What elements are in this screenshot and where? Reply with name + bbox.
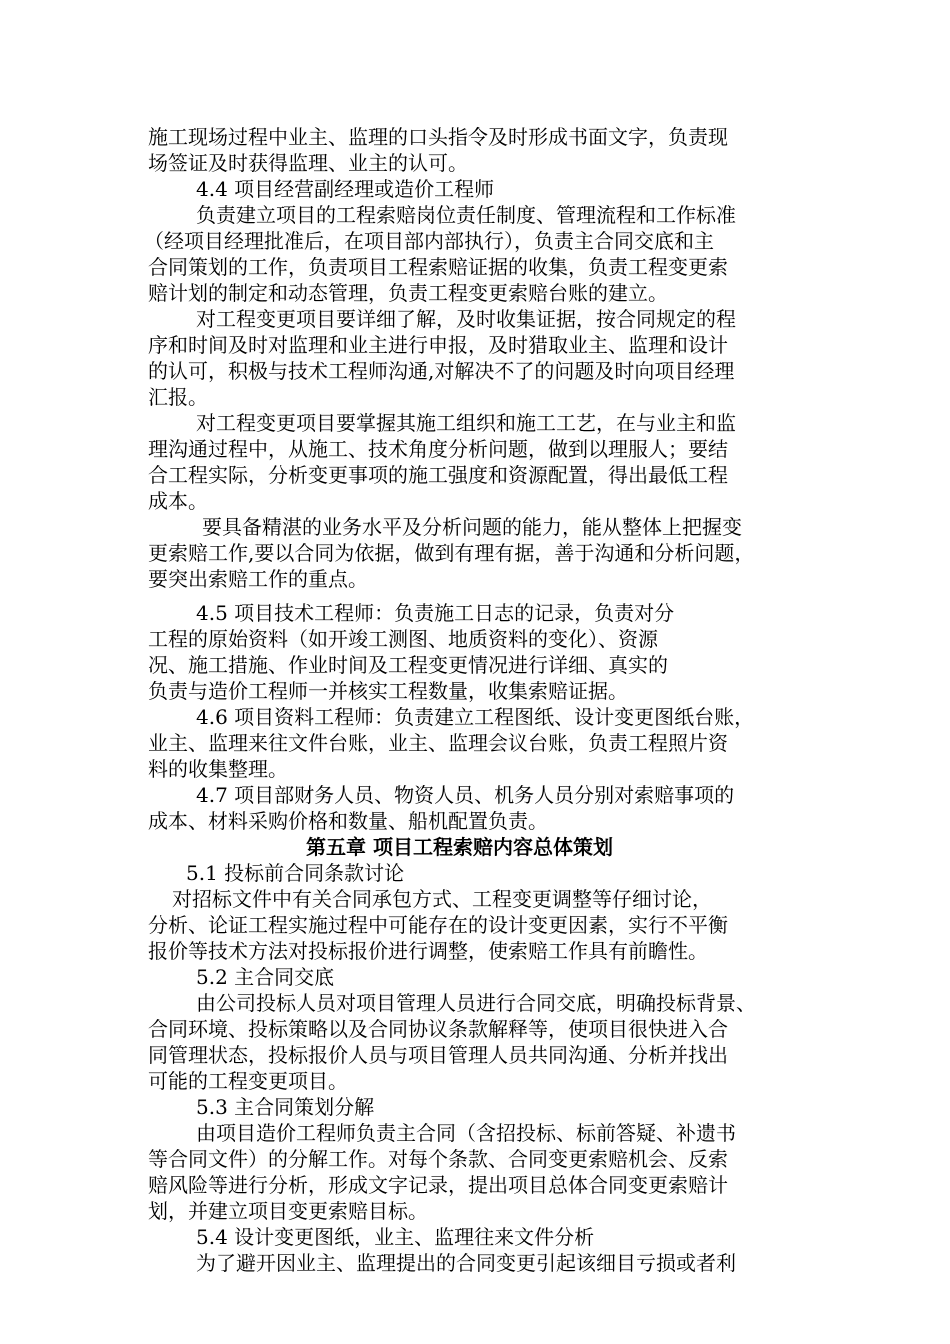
body-text-line: 对招标文件中有关合同承包方式、工程变更调整等仔细讨论， xyxy=(172,887,712,911)
body-text-line: 理沟通过程中，从施工、技术角度分析问题，做到以理服人；要结 xyxy=(148,437,728,461)
body-text-line: 由公司投标人员对项目管理人员进行合同交底，明确投标背景、 xyxy=(196,991,756,1015)
section-heading-4-6: 4.6 项目资料工程师：负责建立工程图纸、设计变更图纸台账， xyxy=(196,705,755,729)
section-heading-4-5: 4.5 项目技术工程师：负责施工日志的记录，负责对分 xyxy=(196,601,675,625)
body-text-line: 为了避开因业主、监理提出的合同变更引起该细目亏损或者利 xyxy=(196,1251,736,1275)
section-heading-4-4: 4.4 项目经营副经理或造价工程师 xyxy=(196,177,495,201)
body-text-line: 划，并建立项目变更索赔目标。 xyxy=(148,1199,428,1223)
body-text-line: 汇报。 xyxy=(148,385,208,409)
body-text-line: 要具备精湛的业务水平及分析问题的能力，能从整体上把握变 xyxy=(202,515,742,539)
body-text-line: 场签证及时获得监理、业主的认可。 xyxy=(148,151,468,175)
body-text-line: 负责与造价工程师一并核实工程数量，收集索赔证据。 xyxy=(148,679,628,703)
body-text-line: 况、施工措施、作业时间及工程变更情况进行详细、真实的 xyxy=(148,653,668,677)
body-text-line: 同管理状态，投标报价人员与项目管理人员共同沟通、分析并找出 xyxy=(148,1043,728,1067)
body-text-line: 更索赔工作,要以合同为依据，做到有理有据，善于沟通和分析问题， xyxy=(148,541,755,565)
body-text-line: 成本、材料采购价格和数量、船机配置负责。 xyxy=(148,809,548,833)
body-text-line: 合同环境、投标策略以及合同协议条款解释等，使项目很快进入合 xyxy=(148,1017,728,1041)
body-text-line: 对工程变更项目要掌握其施工组织和施工工艺，在与业主和监 xyxy=(196,411,736,435)
body-text-line: 报价等技术方法对投标报价进行调整，使索赔工作具有前瞻性。 xyxy=(148,939,708,963)
body-text-line: 分析、论证工程实施过程中可能存在的设计变更因素，实行不平衡 xyxy=(148,913,728,937)
body-text-line: 业主、监理来往文件台账，业主、监理会议台账，负责工程照片资 xyxy=(148,731,728,755)
body-text-line: 等合同文件）的分解工作。对每个条款、合同变更索赔机会、反索 xyxy=(148,1147,728,1171)
section-heading-5-1: 5.1 投标前合同条款讨论 xyxy=(186,861,405,885)
body-text-line: 要突出索赔工作的重点。 xyxy=(148,567,368,591)
body-text-line: 的认可，积极与技术工程师沟通,对解决不了的问题及时向项目经理 xyxy=(148,359,735,383)
body-text-line: （经项目经理批准后，在项目部内部执行），负责主合同交底和主 xyxy=(144,229,714,253)
section-heading-5-4: 5.4 设计变更图纸，业主、监理往来文件分析 xyxy=(196,1225,595,1249)
body-text-line: 赔风险等进行分析，形成文字记录，提出项目总体合同变更索赔计 xyxy=(148,1173,728,1197)
chapter-title: 第五章 项目工程索赔内容总体策划 xyxy=(306,835,613,859)
body-text-line: 合同策划的工作，负责项目工程索赔证据的收集，负责工程变更索 xyxy=(148,255,728,279)
body-text-line: 工程的原始资料（如开竣工测图、地质资料的变化）、资源 xyxy=(148,627,658,651)
section-heading-4-7: 4.7 项目部财务人员、物资人员、机务人员分别对索赔事项的 xyxy=(196,783,735,807)
body-text-line: 负责建立项目的工程索赔岗位责任制度、管理流程和工作标准 xyxy=(196,203,736,227)
body-text-line: 对工程变更项目要详细了解，及时收集证据，按合同规定的程 xyxy=(196,307,736,331)
section-heading-5-3: 5.3 主合同策划分解 xyxy=(196,1095,375,1119)
body-text-line: 施工现场过程中业主、监理的口头指令及时形成书面文字，负责现 xyxy=(148,125,728,149)
body-text-line: 由项目造价工程师负责主合同（含招投标、标前答疑、补遗书 xyxy=(196,1121,736,1145)
body-text-line: 赔计划的制定和动态管理，负责工程变更索赔台账的建立。 xyxy=(148,281,668,305)
section-heading-5-2: 5.2 主合同交底 xyxy=(196,965,335,989)
body-text-line: 序和时间及时对监理和业主进行申报，及时猎取业主、监理和设计 xyxy=(148,333,728,357)
body-text-line: 料的收集整理。 xyxy=(148,757,288,781)
body-text-line: 可能的工程变更项目。 xyxy=(148,1069,348,1093)
body-text-line: 合工程实际，分析变更事项的施工强度和资源配置，得出最低工程 xyxy=(148,463,728,487)
body-text-line: 成本。 xyxy=(148,489,208,513)
